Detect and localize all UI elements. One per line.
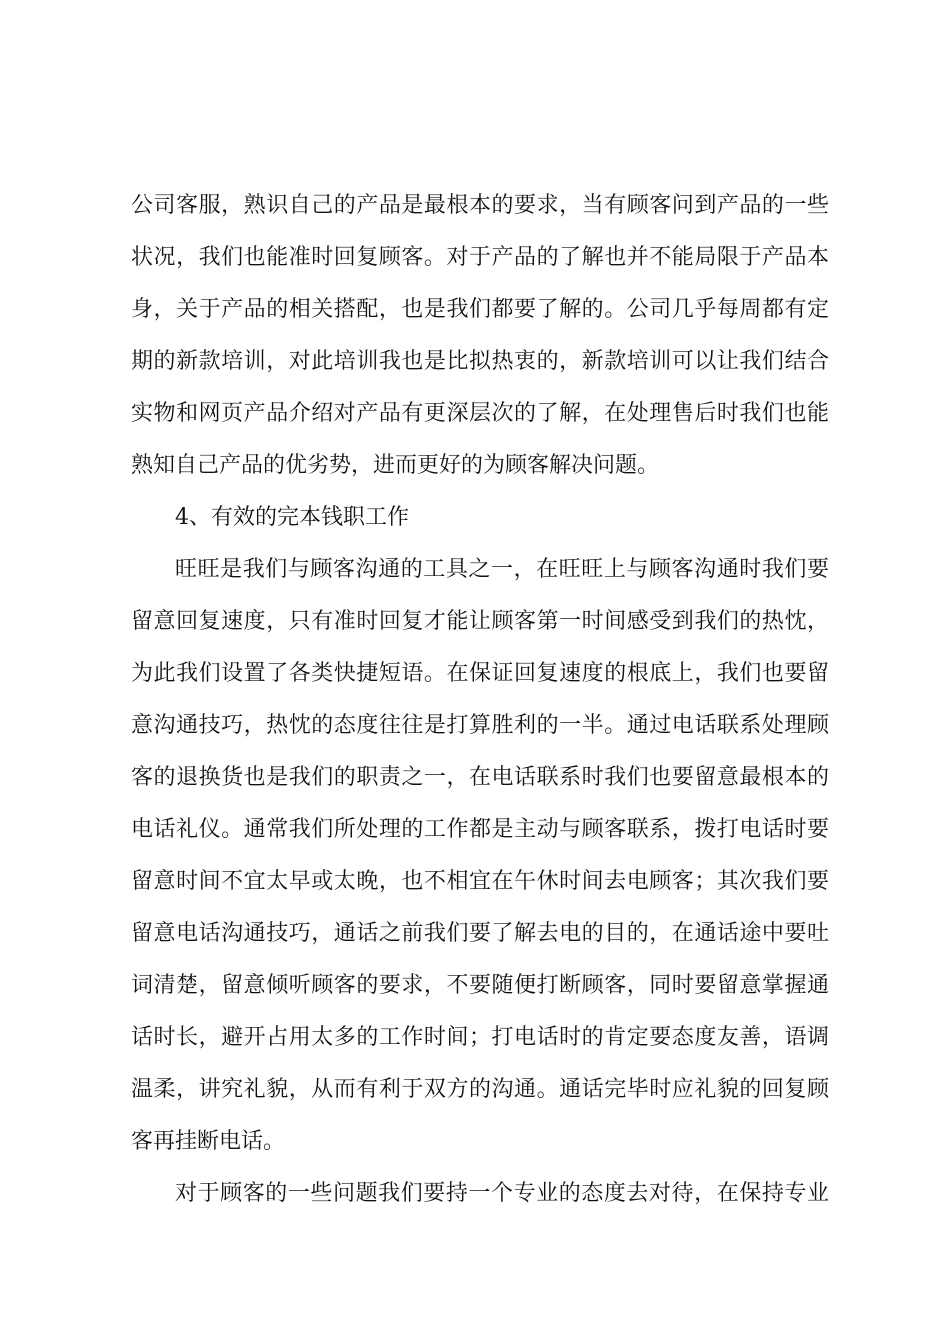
paragraph-1-line [0,180,950,232]
paragraph-1-line [0,388,950,440]
paragraph-1-line [0,440,950,492]
paragraph-2-line [0,648,950,700]
text-line: 意沟通技巧，热忱的态度往往是打算胜利的一半。通过电话联系处理顾 [131,713,829,738]
text-line: 熟知自己产品的优劣势，进而更好的为顾客解决问题。 [131,453,660,478]
paragraph-2-line [0,960,950,1012]
text-line: 实物和网页产品介绍对产品有更深层次的了解，在处理售后时我们也能 [131,401,829,426]
text-line: 词清楚，留意倾听顾客的要求，不要随便打断顾客，同时要留意掌握通 [131,973,829,998]
paragraph-2-line [0,856,950,908]
text-line: 期的新款培训，对此培训我也是比拟热衷的，新款培训可以让我们结合 [131,349,829,374]
paragraph-2-line [0,752,950,804]
text-line: 身，关于产品的相关搭配，也是我们都要了解的。公司几乎每周都有定 [131,297,829,322]
text-line: 话时长，避开占用太多的工作时间；打电话时的肯定要态度友善，语调 [131,1025,829,1050]
section-heading-text: 4、有效的完本钱职工作 [175,505,409,530]
text-line: 电话礼仪。通常我们所处理的工作都是主动与顾客联系，拨打电话时要 [131,817,829,842]
paragraph-2-line [0,908,950,960]
text-line: 客再挂断电话。 [131,1129,286,1154]
paragraph-1-line [0,336,950,388]
paragraph-3-line [0,1168,950,1220]
paragraph-1-line [0,232,950,284]
paragraph-2-line [0,700,950,752]
paragraph-2-line [0,596,950,648]
text-line: 为此我们设置了各类快捷短语。在保证回复速度的根底上，我们也要留 [131,661,829,686]
section-heading [0,492,950,544]
text-line: 留意时间不宜太早或太晚，也不相宜在午休时间去电顾客；其次我们要 [131,869,829,894]
paragraph-2-line [0,1012,950,1064]
paragraph-2-line [0,804,950,856]
text-line: 状况，我们也能准时回复顾客。对于产品的了解也并不能局限于产品本 [131,245,829,270]
text-line: 留意回复速度，只有准时回复才能让顾客第一时间感受到我们的热忱， [131,609,829,634]
paragraph-2-line [0,1064,950,1116]
paragraph-2-line [0,1116,950,1168]
paragraph-2-line [0,544,950,596]
paragraph-1-line [0,284,950,336]
text-line: 温柔，讲究礼貌，从而有利于双方的沟通。通话完毕时应礼貌的回复顾 [131,1077,829,1102]
text-line: 对于顾客的一些问题我们要持一个专业的态度去对待，在保持专业 [175,1181,829,1206]
text-line: 留意电话沟通技巧，通话之前我们要了解去电的目的，在通话途中要吐 [131,921,829,946]
text-line: 旺旺是我们与顾客沟通的工具之一，在旺旺上与顾客沟通时我们要 [175,557,829,582]
text-line: 客的退换货也是我们的职责之一，在电话联系时我们也要留意最根本的 [131,765,829,790]
text-line: 公司客服，熟识自己的产品是最根本的要求，当有顾客问到产品的一些 [131,193,829,218]
